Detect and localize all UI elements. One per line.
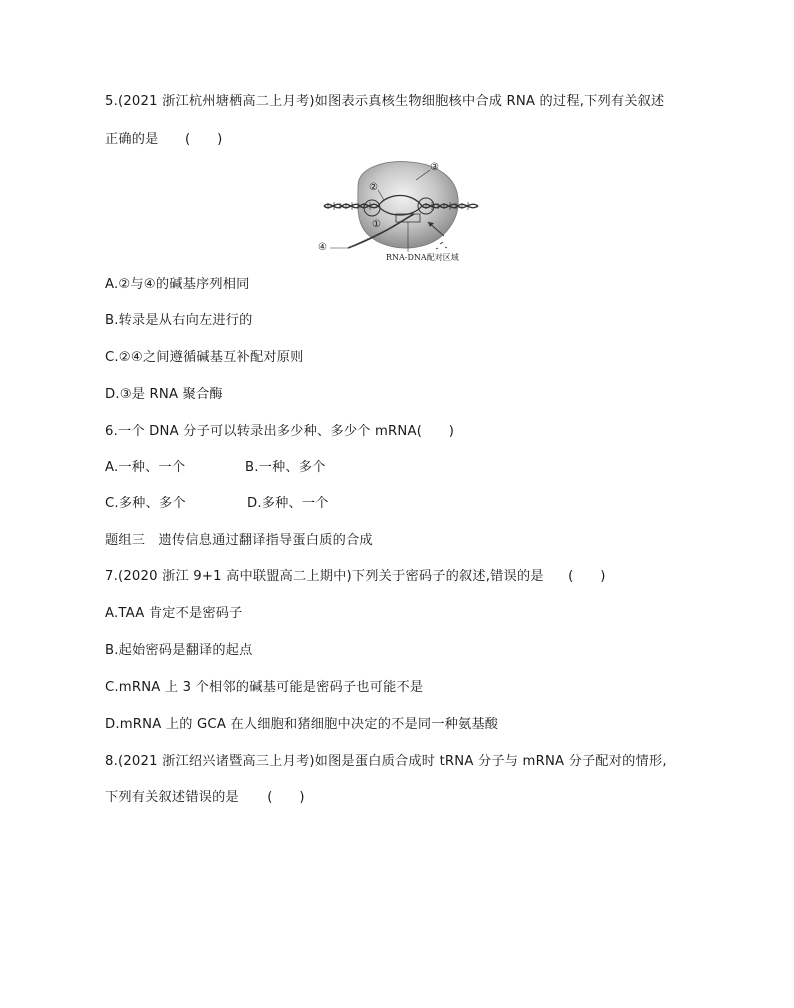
q8-answer-paren: ( ) — [267, 790, 305, 805]
q7-answer-paren: ( ) — [568, 569, 606, 584]
section-title: 题组三 遗传信息通过翻译指导蛋白质的合成 — [105, 533, 373, 548]
q5-stem-line2 — [105, 131, 222, 149]
q7-option-c: C.mRNA 上 3 个相邻的碱基可能是密码子也可能不是 — [105, 680, 424, 695]
q5-stem-line1: 5.(2021 浙江杭州塘栖高二上月考)如图表示真核生物细胞核中合成 RNA 的过程,下列有关叙述 — [105, 94, 665, 109]
figure-caption: RNA-DNA配对区域 — [386, 253, 459, 262]
q7-option-b: B.起始密码是翻译的起点 — [105, 643, 253, 658]
q5-option-c: C.②④之间遵循碱基互补配对原则 — [105, 350, 304, 365]
transcription-diagram — [318, 156, 490, 264]
q5-option-b: B.转录是从右向左进行的 — [105, 313, 253, 328]
q5-stem-text: 正确的是 — [105, 132, 159, 147]
transcription-figure — [318, 156, 490, 264]
label-3: ③ — [430, 162, 439, 173]
q6-options-row1 — [105, 459, 326, 477]
q5-option-a: A.②与④的碱基序列相同 — [105, 277, 250, 292]
q8-stem-text: 下列有关叙述错误的是 — [105, 790, 239, 805]
q6-option-c: C.多种、多个 — [105, 496, 186, 511]
q6-stem: 6.一个 DNA 分子可以转录出多少种、多少个 mRNA( ) — [105, 424, 455, 439]
q6-option-d: D.多种、一个 — [247, 496, 329, 511]
label-4: ④ — [318, 242, 327, 253]
q5-answer-paren: ( ) — [184, 132, 223, 147]
q7-option-d: D.mRNA 上的 GCA 在人细胞和猪细胞中决定的不是同一种氨基酸 — [105, 717, 499, 732]
q7-stem: 7.(2020 浙江 9+1 高中联盟高二上期中)下列关于密码子的叙述,错误的是 — [105, 569, 544, 584]
q6-option-b: B.一种、多个 — [245, 460, 326, 475]
q8-stem-line1: 8.(2021 浙江绍兴诸暨高三上月考)如图是蛋白质合成时 tRNA 分子与 mRNA 分子配对的情形, — [105, 754, 667, 769]
label-1: ① — [372, 219, 381, 230]
q7-stem-line — [105, 568, 606, 586]
q6-option-a: A.一种、一个 — [105, 460, 186, 475]
q7-option-a: A.TAA 肯定不是密码子 — [105, 606, 243, 621]
q8-stem-line2 — [105, 789, 305, 807]
nucleotide-marks — [436, 242, 447, 249]
q6-options-row2 — [105, 495, 329, 513]
label-2: ② — [369, 182, 378, 193]
q5-option-d: D.③是 RNA 聚合酶 — [105, 387, 223, 402]
